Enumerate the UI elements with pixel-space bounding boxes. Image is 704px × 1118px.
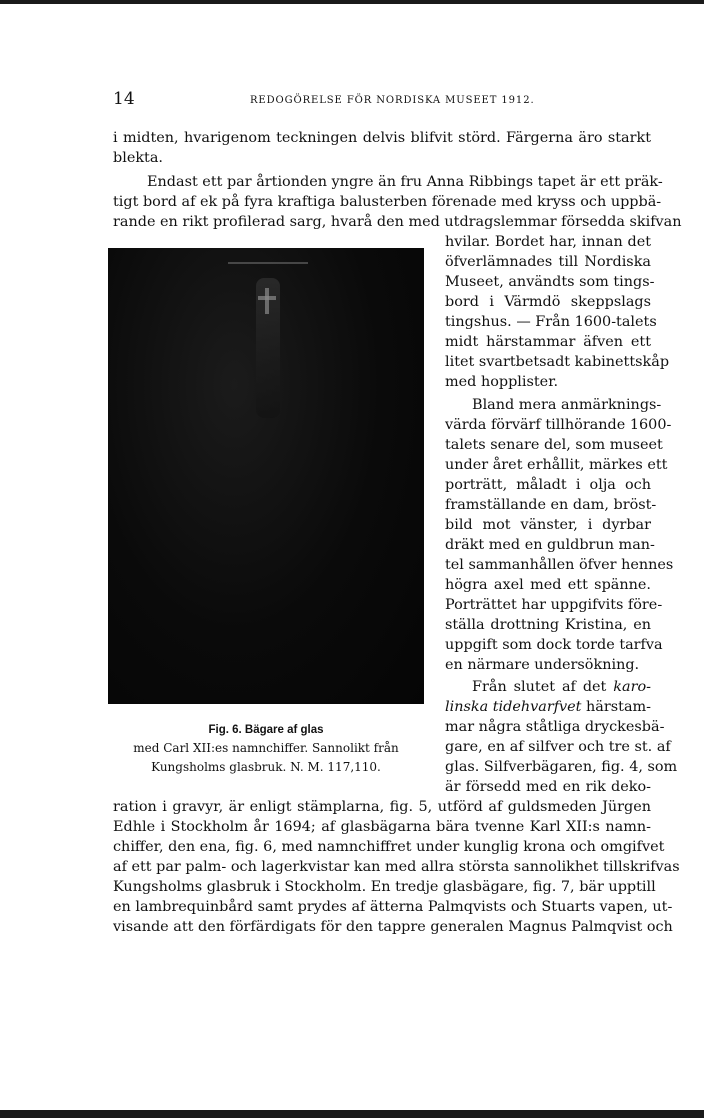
body-line: talets senare del, som museet xyxy=(445,437,663,453)
glass-rim xyxy=(228,262,308,264)
body-line: glas. Silfverbägaren, fig. 4, som xyxy=(445,759,678,775)
body-line: blekta. xyxy=(113,150,163,166)
figure-6-photo xyxy=(108,248,424,704)
italic-text: karo- xyxy=(613,679,651,695)
body-line: Endast ett par årtionden yngre än fru Anna Ribbings tapet är ett präk- xyxy=(147,174,663,190)
body-line: värda förvärf tillhörande 1600- xyxy=(445,417,672,433)
body-line: chiffer, den ena, fig. 6, med namnchiffret under kunglig krona och omgifvet xyxy=(113,839,665,855)
body-line: under året erhållit, märkes ett xyxy=(445,457,668,473)
body-line: är försedd med en rik deko- xyxy=(445,779,651,795)
body-line: med hopplister. xyxy=(445,374,559,390)
body-line: ställa drottning Kristina, en xyxy=(445,617,651,633)
body-line: en lambrequinbård samt prydes af ätterna Palmqvists och Stuarts vapen, ut- xyxy=(113,899,673,915)
body-line: Bland mera anmärknings- xyxy=(472,397,662,413)
italic-text: linska tidehvarfvet xyxy=(445,699,582,715)
body-line: dräkt med en guldbrun man- xyxy=(445,537,655,553)
body-line: tingshus. — Från 1600-talets xyxy=(445,314,657,330)
body-line: litet svartbetsadt kabinettskåp xyxy=(445,354,670,370)
body-line: Edhle i Stockholm år 1694; af glasbägarna bära tvenne Karl XII:s namn- xyxy=(113,819,651,835)
body-line: tel sammanhållen öfver hennes xyxy=(445,557,674,573)
body-line: en närmare undersökning. xyxy=(445,657,640,673)
body-line: hvilar. Bordet har, innan det xyxy=(445,234,651,250)
body-line: framställande en dam, bröst- xyxy=(445,497,657,513)
body-line: ration i gravyr, är enligt stämplarna, fig. 5, utförd af guldsmeden Jürgen xyxy=(113,799,651,815)
crown-monogram-icon xyxy=(258,288,276,314)
body-line: Museet, användts som tings- xyxy=(445,274,655,290)
body-line: Kungsholms glasbruk i Stockholm. En tredje glasbägare, fig. 7, bär upptill xyxy=(113,879,656,895)
body-line: mar några ståtliga dryckesbä- xyxy=(445,719,665,735)
running-title: REDOGÖRELSE FÖR NORDISKA MUSEET 1912. xyxy=(250,95,535,106)
line-text: Från slutet af det xyxy=(472,679,614,695)
body-line xyxy=(472,677,651,697)
body-line: visande att den förfärdigats för den tappre generalen Magnus Palmqvist och xyxy=(113,919,673,935)
body-line: uppgift som dock torde tarfva xyxy=(445,637,663,653)
body-line: porträtt, måladt i olja och xyxy=(445,477,651,493)
page-number: 14 xyxy=(113,89,135,109)
body-line: tigt bord af ek på fyra kraftiga balusterben förenade med kryss och uppbä- xyxy=(113,194,662,210)
figure-caption-line: Kungsholms glasbruk. N. M. 117,110. xyxy=(151,760,381,774)
figure-caption-title: Fig. 6. Bägare af glas xyxy=(208,724,324,736)
body-line: i midten, hvarigenom teckningen delvis blifvit störd. Färgerna äro starkt xyxy=(113,130,651,146)
page-edge-top xyxy=(0,0,704,4)
body-line: bild mot vänster, i dyrbar xyxy=(445,517,651,533)
page-edge-bottom xyxy=(0,1110,704,1118)
body-line: af ett par palm- och lagerkvistar kan med allra största sannolikhet tillskrifvas xyxy=(113,859,680,875)
body-line: gare, en af silfver och tre st. af xyxy=(445,739,671,755)
body-line: rande en rikt profilerad sarg, hvarå den med utdragslemmar försedda skifvan xyxy=(113,214,682,230)
body-line: högra axel med ett spänne. xyxy=(445,577,651,593)
line-text: härstam- xyxy=(581,699,652,715)
body-line xyxy=(445,697,651,717)
body-line: öfverlämnades till Nordiska xyxy=(445,254,651,270)
body-line: midt härstammar äfven ett xyxy=(445,334,651,350)
body-line: bord i Värmdö skeppslags xyxy=(445,294,651,310)
figure-caption-line: med Carl XII:es namnchiffer. Sannolikt från xyxy=(133,741,399,755)
body-line: Porträttet har uppgifvits före- xyxy=(445,597,663,613)
